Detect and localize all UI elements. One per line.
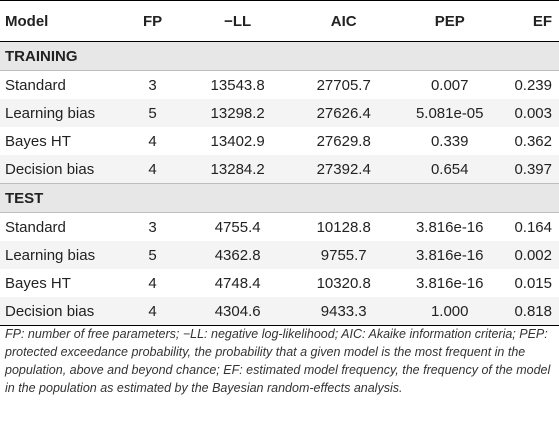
header-row	[0, 1, 559, 42]
cell-pep: 5.081e-05	[392, 99, 507, 127]
cell-ll: 4304.6	[180, 297, 295, 326]
cell-fp: 4	[125, 297, 180, 326]
section-training	[0, 42, 559, 71]
table-row	[0, 127, 559, 155]
cell-ll: 4755.4	[180, 213, 295, 242]
cell-ll: 4748.4	[180, 269, 295, 297]
section-title: TEST	[0, 184, 559, 213]
cell-fp: 3	[125, 213, 180, 242]
header-fp: FP	[125, 1, 180, 42]
table-row	[0, 241, 559, 269]
cell-pep: 0.654	[392, 155, 507, 184]
cell-aic: 27705.7	[295, 71, 392, 100]
cell-ef: 0.015	[507, 269, 559, 297]
cell-ef: 0.818	[507, 297, 559, 326]
table-row	[0, 269, 559, 297]
cell-pep: 1.000	[392, 297, 507, 326]
cell-pep: 3.816e-16	[392, 213, 507, 242]
table-footnote: FP: number of free parameters; −LL: negative log-likelihood; AIC: Akaike information criteria; PEP: protected exceedance probability, the probability that a given model is the most frequent in the population, above and beyond chance; EF: estimated model frequency, the frequency of the model in the population as estimated by the Bayesian random-effects analysis.	[5, 327, 551, 395]
cell-fp: 5	[125, 241, 180, 269]
cell-aic: 27392.4	[295, 155, 392, 184]
cell-ef: 0.164	[507, 213, 559, 242]
cell-ll: 13298.2	[180, 99, 295, 127]
cell-model: Decision bias	[0, 155, 125, 184]
header-aic: AIC	[295, 1, 392, 42]
cell-pep: 0.007	[392, 71, 507, 100]
cell-pep: 3.816e-16	[392, 241, 507, 269]
cell-ef: 0.003	[507, 99, 559, 127]
table-row	[0, 213, 559, 242]
cell-aic: 9433.3	[295, 297, 392, 326]
cell-model: Decision bias	[0, 297, 125, 326]
cell-model: Learning bias	[0, 241, 125, 269]
cell-fp: 4	[125, 127, 180, 155]
section-test	[0, 184, 559, 213]
cell-ef: 0.362	[507, 127, 559, 155]
cell-aic: 10320.8	[295, 269, 392, 297]
table-row	[0, 71, 559, 100]
table-row	[0, 297, 559, 326]
table-row	[0, 99, 559, 127]
cell-fp: 4	[125, 155, 180, 184]
cell-aic: 10128.8	[295, 213, 392, 242]
header-model: Model	[0, 1, 125, 42]
cell-model: Standard	[0, 213, 125, 242]
cell-ll: 13402.9	[180, 127, 295, 155]
cell-fp: 5	[125, 99, 180, 127]
cell-ef: 0.002	[507, 241, 559, 269]
cell-aic: 9755.7	[295, 241, 392, 269]
cell-fp: 3	[125, 71, 180, 100]
cell-fp: 4	[125, 269, 180, 297]
cell-model: Bayes HT	[0, 127, 125, 155]
cell-ll: 13284.2	[180, 155, 295, 184]
header-pep: PEP	[392, 1, 507, 42]
table-row	[0, 155, 559, 184]
cell-aic: 27629.8	[295, 127, 392, 155]
cell-model: Bayes HT	[0, 269, 125, 297]
cell-model: Standard	[0, 71, 125, 100]
cell-aic: 27626.4	[295, 99, 392, 127]
cell-ll: 4362.8	[180, 241, 295, 269]
cell-pep: 3.816e-16	[392, 269, 507, 297]
header-ef: EF	[507, 1, 559, 42]
cell-pep: 0.339	[392, 127, 507, 155]
cell-ll: 13543.8	[180, 71, 295, 100]
cell-model: Learning bias	[0, 99, 125, 127]
cell-ef: 0.239	[507, 71, 559, 100]
section-title: TRAINING	[0, 42, 559, 71]
cell-ef: 0.397	[507, 155, 559, 184]
header-ll: −LL	[180, 1, 295, 42]
